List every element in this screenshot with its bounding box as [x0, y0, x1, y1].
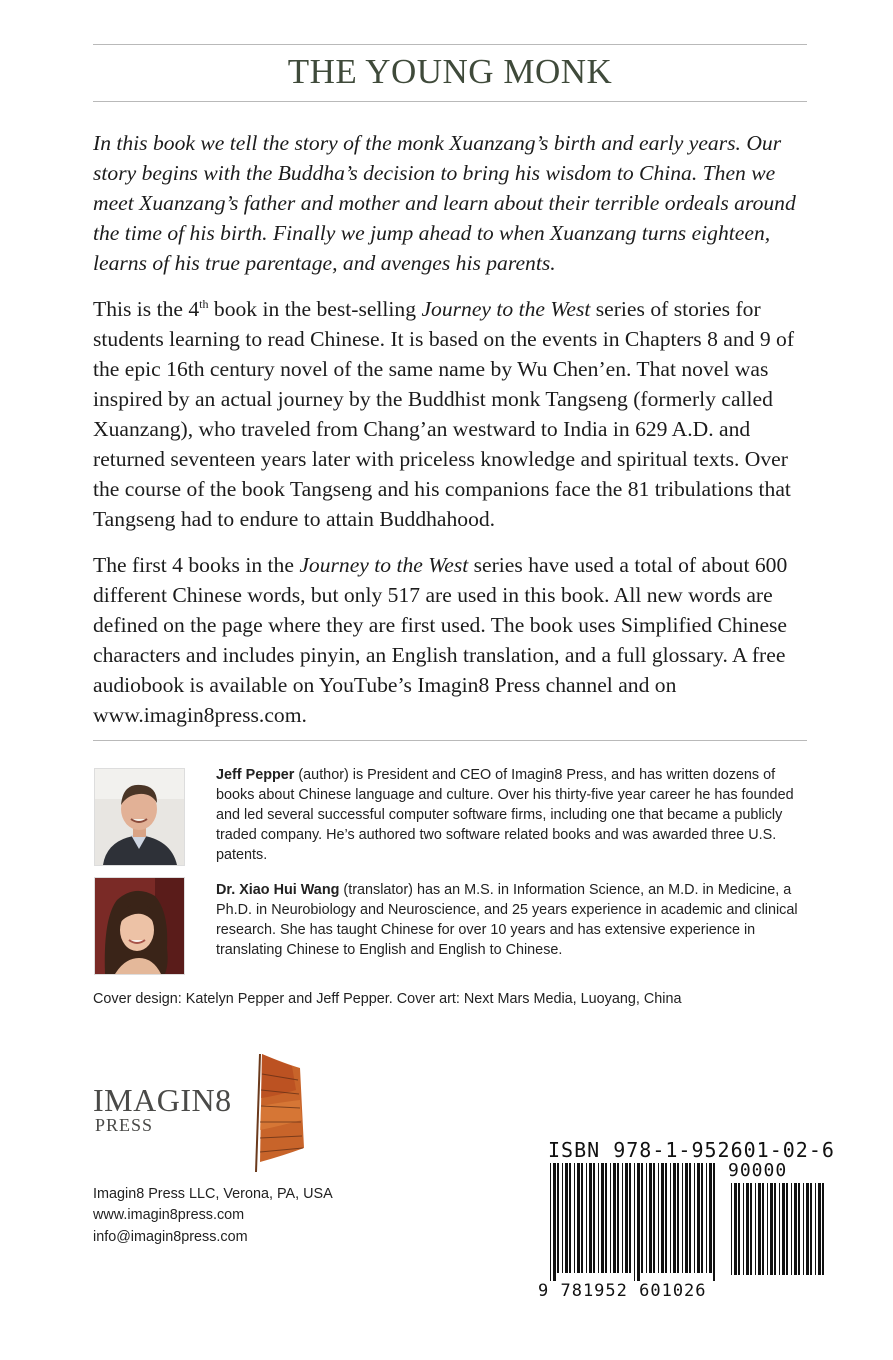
- barcode-bar: [815, 1183, 816, 1275]
- translator-name: Dr. Xiao Hui Wang: [216, 882, 340, 898]
- barcode-bar: [649, 1163, 652, 1273]
- barcode-bar: [758, 1183, 761, 1275]
- barcode-bar: [689, 1163, 691, 1273]
- barcode-bar: [646, 1163, 647, 1273]
- title-rule: [93, 101, 807, 102]
- barcode-bar: [822, 1183, 824, 1275]
- barcode-bar: [617, 1163, 619, 1273]
- junk-sail-logo-icon: [246, 1050, 306, 1172]
- ean-digits: 9 781952 601026: [538, 1281, 707, 1301]
- barcode-bar: [565, 1163, 568, 1273]
- barcode-bar: [779, 1183, 780, 1275]
- barcode-bar: [770, 1183, 773, 1275]
- cover-credits: Cover design: Katelyn Pepper and Jeff Pepper. Cover art: Next Mars Media, Luoyang, China: [93, 991, 682, 1007]
- barcode-bar: [658, 1163, 659, 1273]
- barcode-bar: [634, 1163, 635, 1281]
- barcode-bar: [810, 1183, 812, 1275]
- barcode-bar: [637, 1163, 640, 1281]
- series-text-2: book in the best-selling: [208, 297, 422, 321]
- barcode-bar: [569, 1163, 571, 1273]
- series-paragraph: [93, 294, 811, 534]
- publisher-website-link[interactable]: www.imagin8press.com: [93, 1207, 245, 1223]
- vocab-text-1: The first 4 books in the: [93, 553, 300, 577]
- publisher-logo-sub: PRESS: [95, 1115, 154, 1135]
- barcode-bar: [706, 1163, 707, 1273]
- barcode-bar: [677, 1163, 679, 1273]
- bio-rule: [93, 740, 807, 741]
- barcode-bar: [598, 1163, 599, 1273]
- barcode-bar: [806, 1183, 809, 1275]
- series-name: Journey to the West: [299, 553, 469, 577]
- barcode-bar: [755, 1183, 756, 1275]
- barcode-bar: [622, 1163, 623, 1273]
- barcode-bar: [553, 1163, 556, 1281]
- publisher-email-link[interactable]: info@imagin8press.com: [93, 1229, 248, 1245]
- barcode-bar: [610, 1163, 611, 1273]
- author-bio-text: (author) is President and CEO of Imagin8 Press, and has written dozens of books about Chinese language and culture. Over his thirty-five year career he has founded and led several successful computer software firms, including one that became a publicly traded company. He’s authored two software related books and was awarded three U.S. patents.: [216, 767, 794, 863]
- series-text-1: This is the 4: [93, 297, 200, 321]
- barcode-bar: [746, 1183, 749, 1275]
- isbn-barcode: [548, 1163, 720, 1281]
- publisher-logo-word: IMAGIN8: [93, 1082, 232, 1118]
- barcode-bar: [574, 1163, 575, 1273]
- barcode-bar: [601, 1163, 604, 1273]
- series-text-3: series of stories for students learning to read Chinese. It is based on the events in Chapters 8 and 9 of the epic 16th century novel of the same name by Wu Chen’en. That novel was inspired by an actual journey by the Buddhist monk Tangseng (formerly called Xuanzang), who traveled from Chang’an westward to India in 629 A.D. and returned seventeen years later with priceless knowledge and spiritual texts. Over the course of the book Tangseng and his companions face the 81 tribulations that Tangseng had to endure to attain Buddhahood.: [93, 297, 795, 531]
- author-bio: [216, 765, 816, 865]
- barcode-bar: [581, 1163, 583, 1273]
- barcode-bar: [762, 1183, 764, 1275]
- barcode-bar: [709, 1163, 712, 1273]
- barcode-bar: [694, 1163, 695, 1273]
- translator-photo: [94, 877, 185, 975]
- barcode-bar: [550, 1163, 551, 1281]
- barcode-bar: [562, 1163, 563, 1273]
- barcode-bar: [665, 1163, 667, 1273]
- translator-bio: [216, 880, 816, 960]
- publisher-address: Imagin8 Press LLC, Verona, PA, USA: [93, 1186, 333, 1202]
- vocab-paragraph: [93, 550, 811, 730]
- barcode-bar: [786, 1183, 788, 1275]
- barcode-bar: [774, 1183, 776, 1275]
- barcode-bar: [738, 1183, 740, 1275]
- isbn-label: ISBN 978-1-952601-02-6: [548, 1138, 835, 1162]
- translator-bio-text: (translator) has an M.S. in Information Science, an M.D. in Medicine, a Ph.D. in Neurobiology and Neuroscience, and 25 years experience in academic and clinical research. She has taught Chinese for over 10 years and has extensive experience in translating Chinese to English and English to Chinese.: [216, 882, 798, 958]
- barcode-addon-digits: 90000: [728, 1160, 788, 1181]
- barcode-bar: [605, 1163, 607, 1273]
- barcode-bar: [629, 1163, 631, 1273]
- barcode-bar: [557, 1163, 559, 1273]
- barcode-bar: [731, 1183, 732, 1275]
- barcode-bar: [589, 1163, 592, 1273]
- barcode-bar: [685, 1163, 688, 1273]
- barcode-bar: [670, 1163, 671, 1273]
- barcode-bar: [593, 1163, 595, 1273]
- barcode-bar: [734, 1183, 737, 1275]
- barcode-bar: [794, 1183, 797, 1275]
- series-name: Journey to the West: [421, 297, 591, 321]
- barcode-bar: [673, 1163, 676, 1273]
- barcode-bar: [798, 1183, 800, 1275]
- barcode-bar: [803, 1183, 804, 1275]
- barcode-bar: [791, 1183, 792, 1275]
- author-photo: [94, 768, 185, 866]
- top-rule: [93, 44, 807, 45]
- barcode-bar: [577, 1163, 580, 1273]
- barcode-bar: [701, 1163, 703, 1273]
- barcode-bar: [641, 1163, 643, 1273]
- book-title: THE YOUNG MONK: [287, 52, 613, 91]
- barcode-bar: [713, 1163, 715, 1281]
- barcode-bar: [653, 1163, 655, 1273]
- barcode-bar: [613, 1163, 616, 1273]
- barcode-bar: [682, 1163, 683, 1273]
- barcode-bar: [782, 1183, 785, 1275]
- vocab-text-2: series have used a total of about 600 different Chinese words, but only 517 are used in this book. All new words are defined on the page where they are first used. The book uses Simplified Chinese characters and includes pinyin, an English translation, and a full glossary. A free audiobook is available on YouTube’s Imagin8 Press channel and on www.imagin8press.com.: [93, 553, 788, 727]
- barcode-bar: [743, 1183, 744, 1275]
- barcode-bar: [697, 1163, 700, 1273]
- barcode-bar: [750, 1183, 752, 1275]
- synopsis-paragraph: In this book we tell the story of the monk Xuanzang’s birth and early years. Our story begins with the Buddha’s decision to bring his wisdom to China. Then we meet Xuanzang’s father and mother and learn about their terrible ordeals around the time of his birth. Finally we jump ahead to when Xuanzang turns eighteen, learns of his true parentage, and avenges his parents.: [93, 131, 796, 275]
- barcode-bar: [586, 1163, 587, 1273]
- price-addon-barcode: [729, 1183, 829, 1283]
- author-name: Jeff Pepper: [216, 767, 295, 783]
- barcode-bar: [767, 1183, 768, 1275]
- barcode-bar: [661, 1163, 664, 1273]
- barcode-bar: [625, 1163, 628, 1273]
- ordinal-superscript: th: [199, 296, 209, 311]
- barcode-bar: [818, 1183, 821, 1275]
